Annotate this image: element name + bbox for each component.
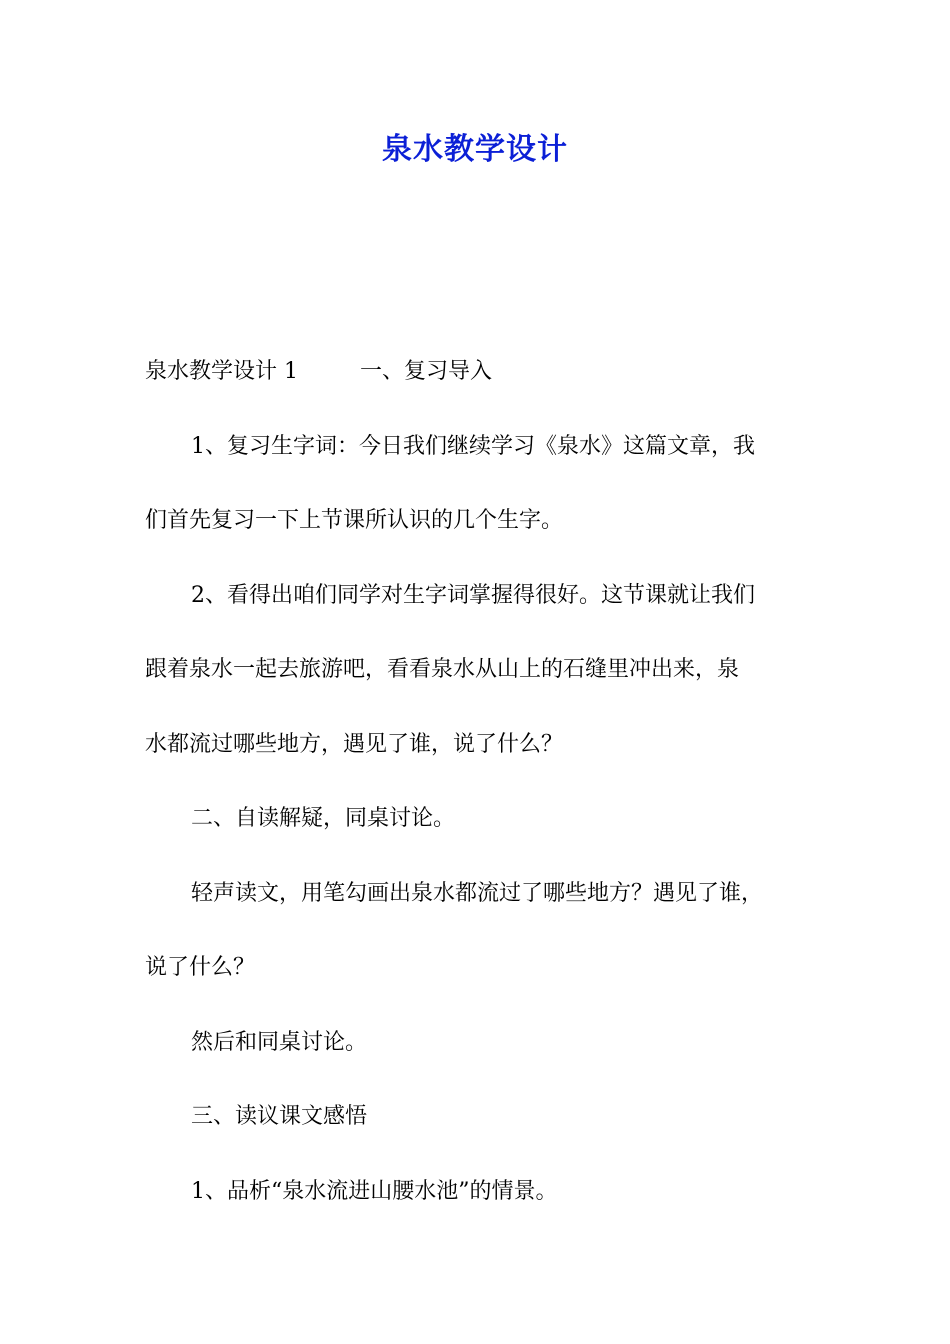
paragraph-line: 水都流过哪些地方，遇见了谁，说了什么？ [145, 731, 564, 757]
paragraph-line: 2、看得出咱们同学对生字词掌握得很好。这节课就让我们 [191, 582, 755, 608]
section-heading: 三、读议课文感悟 [191, 1104, 368, 1129]
paragraph-line: 跟着泉水一起去旅游吧，看看泉水从山上的石缝里冲出来，泉 [145, 657, 740, 682]
body-line-1 [145, 335, 817, 410]
paragraph-line: 说了什么？ [145, 955, 256, 980]
paragraph-line: 们首先复习一下上节课所认识的几个生字。 [145, 508, 564, 533]
section-subheading: 一、复习导入 [360, 359, 493, 384]
paragraph-line: 1、品析“泉水流进山腰水池”的情景。 [191, 1178, 558, 1204]
section-heading-label: 泉水教学设计 1 [145, 359, 298, 384]
paragraph-line: 1、复习生字词：今日我们继续学习《泉水》这篇文章，我 [191, 433, 755, 459]
document-body [145, 335, 817, 1229]
paragraph-line: 然后和同桌讨论。 [191, 1029, 368, 1055]
paragraph-line: 轻声读文，用笔勾画出泉水都流过了哪些地方？遇见了谁， [191, 880, 764, 906]
section-heading: 二、自读解疑，同桌讨论。 [191, 806, 456, 831]
document-title: 泉水教学设计 [382, 132, 568, 167]
